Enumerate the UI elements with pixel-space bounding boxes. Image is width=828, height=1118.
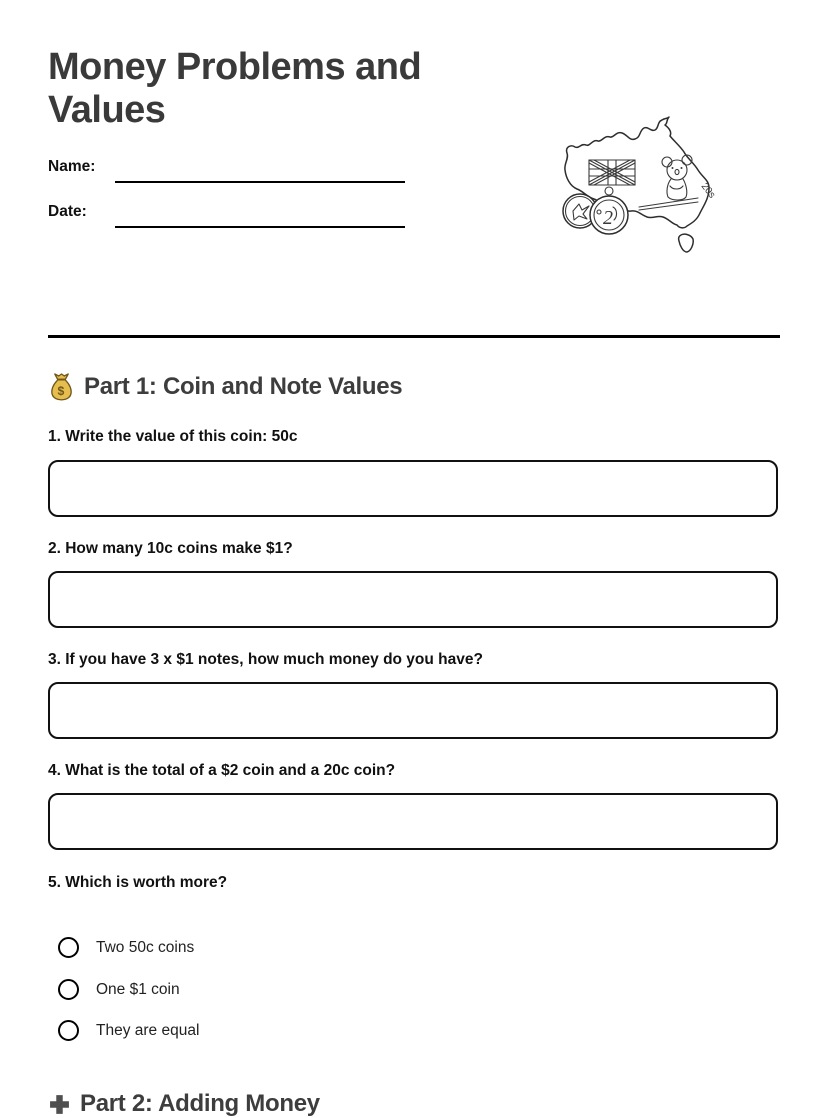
part1-heading-text: Part 1: Coin and Note Values [84,372,403,400]
question-1-label: 1. Write the value of this coin: 50c [48,428,298,445]
question-4-answer-box[interactable] [48,793,778,850]
radio-option-they-are-equal[interactable] [58,1020,199,1041]
name-label: Name: [48,158,96,175]
part2-heading-text: Part 2: Adding Money [80,1090,320,1117]
australia-map-svg [553,108,731,258]
tasmania-outline [679,234,694,252]
money-bag-dollar-symbol: $ [57,383,64,398]
radio-button-icon[interactable] [58,979,79,1000]
radio-option-two-50c-coins[interactable] [58,937,194,958]
radio-option-label: They are equal [96,1021,200,1039]
question-2-answer-box[interactable] [48,571,778,628]
question-4-label: 4. What is the total of a $2 coin and a 20c coin? [48,762,396,779]
map-text-20s: 20s [698,181,718,201]
question-2-label: 2. How many 10c coins make $1? [48,540,293,557]
coin-right [590,187,628,234]
radio-option-label: One $1 coin [96,980,180,998]
page-title: Money Problems and Values [48,46,422,131]
question-3-label: 3. If you have 3 x $1 notes, how much money do you have? [48,651,483,668]
name-field-row [48,158,95,176]
union-jack-flag [589,160,635,185]
question-5-label: 5. Which is worth more? [48,874,228,891]
koala-illustration [639,155,698,210]
question-3-answer-box[interactable] [48,682,778,739]
question-1-answer-box[interactable] [48,460,778,517]
plus-icon [48,1093,71,1116]
radio-button-icon[interactable] [58,937,79,958]
australia-map-illustration [553,108,731,258]
date-input-line[interactable] [115,226,405,228]
radio-button-icon[interactable] [58,1020,79,1041]
part2-heading [48,1090,320,1118]
date-label: Date: [48,203,87,220]
radio-option-one-dollar-coin[interactable] [58,979,180,1000]
money-bag-icon [48,372,75,401]
name-input-line[interactable] [115,181,405,183]
part1-heading [48,372,402,401]
coin-numeral: 2 [603,207,613,229]
radio-option-label: Two 50c coins [96,938,195,956]
section-divider [48,335,780,338]
date-field-row [48,203,87,221]
